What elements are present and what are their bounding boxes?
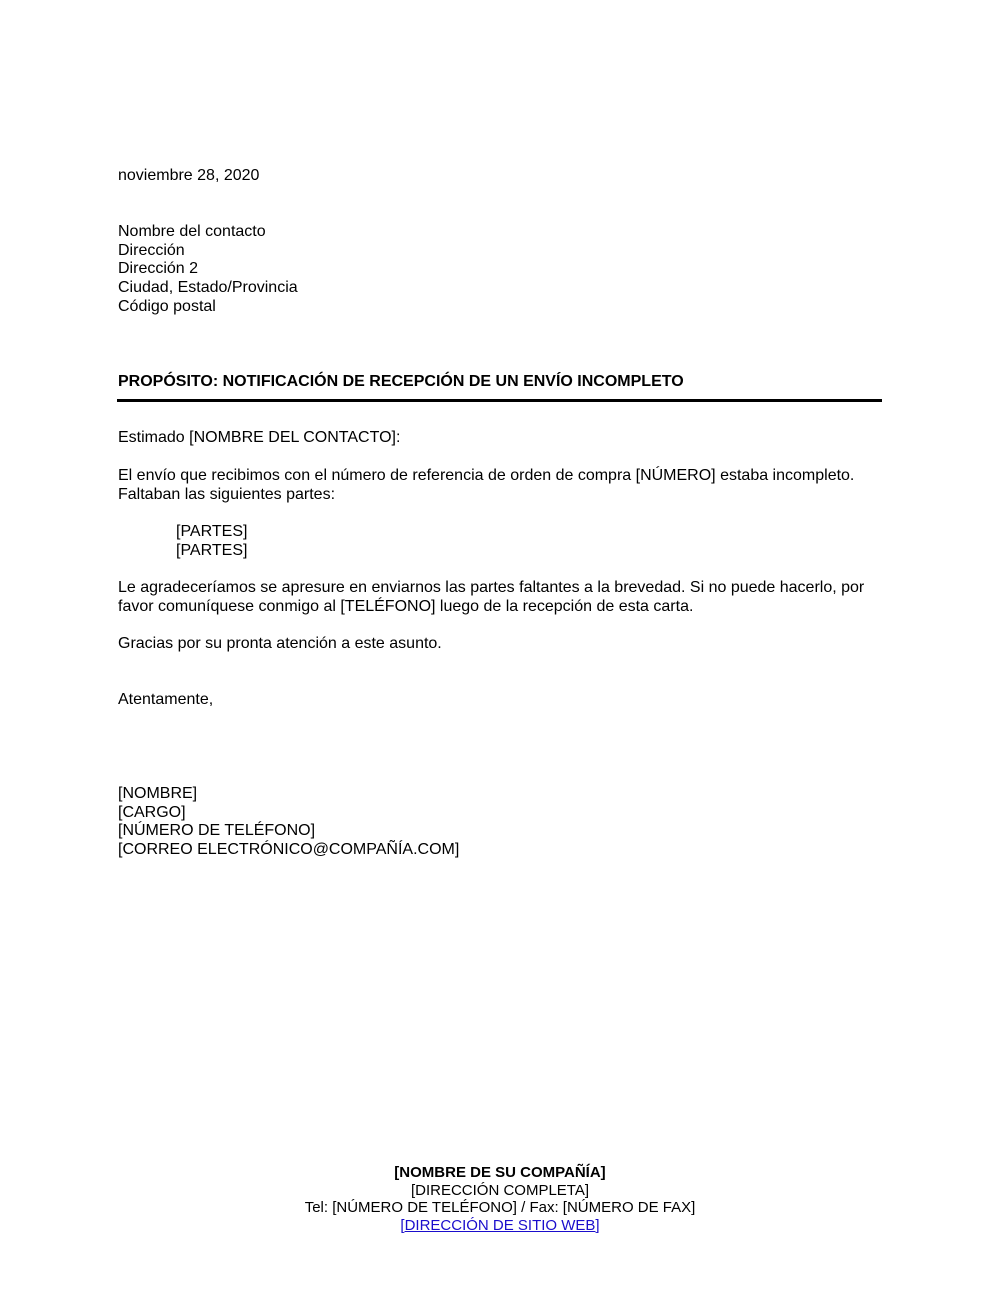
signature-name: [NOMBRE] (118, 785, 198, 802)
recipient-postal-code: Código postal (118, 297, 216, 315)
signature-title: [CARGO] (118, 803, 186, 821)
signature-block (118, 785, 459, 860)
recipient-address-line-1: Dirección (118, 241, 185, 259)
purpose-heading: PROPÓSITO: NOTIFICACIÓN DE RECEPCIÓN DE UN ENVÍO INCOMPLETO (118, 373, 684, 390)
footer-website-link[interactable]: [DIRECCIÓN DE SITIO WEB] (400, 1216, 600, 1234)
recipient-address (118, 223, 298, 317)
letterhead-footer (0, 1164, 1000, 1234)
body-paragraph-1: El envío que recibimos con el número de referencia de orden de compra [NÚMERO] estaba incompleto. Faltaban las siguientes partes: (118, 467, 855, 503)
salutation: Estimado [NOMBRE DEL CONTACTO]: (118, 429, 401, 446)
signature-phone: [NÚMERO DE TELÉFONO] (118, 822, 316, 840)
recipient-address-line-2: Dirección 2 (118, 260, 199, 278)
closing: Atentamente, (118, 691, 214, 708)
recipient-city-state: Ciudad, Estado/Provincia (118, 279, 298, 297)
footer-contact: Tel: [NÚMERO DE TELÉFONO] / Fax: [NÚMERO DE FAX] (304, 1199, 696, 1216)
footer-address: [DIRECCIÓN COMPLETA] (410, 1181, 590, 1199)
letter-date: noviembre 28, 2020 (118, 167, 260, 184)
heading-divider (117, 399, 882, 402)
recipient-name: Nombre del contacto (118, 223, 266, 240)
footer-company-name: [NOMBRE DE SU COMPAÑÍA] (394, 1164, 606, 1181)
missing-part-item: [PARTES] (176, 541, 248, 559)
missing-part-item: [PARTES] (176, 523, 248, 540)
body-paragraph-2: Le agradeceríamos se apresure en enviarnos las partes faltantes a la brevedad. Si no puede hacerlo, por favor comuníquese conmigo al [TELÉFONO] luego de la recepción de esta carta. (118, 579, 865, 615)
signature-email: [CORREO ELECTRÓNICO@COMPAÑÍA.COM] (118, 841, 460, 859)
missing-parts-list (176, 523, 247, 560)
body-paragraph-3: Gracias por su pronta atención a este asunto. (118, 635, 442, 652)
